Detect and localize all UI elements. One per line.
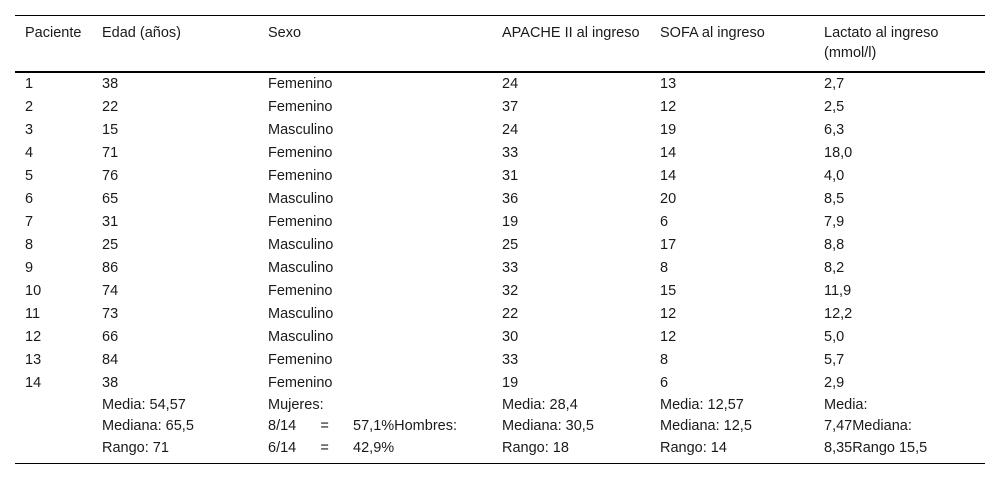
cell-sofa: 8: [660, 260, 669, 276]
table-row: [15, 234, 985, 257]
cell-lactato: 8,2: [824, 260, 845, 276]
table-row: [15, 119, 985, 142]
cell-paciente: 2: [25, 99, 34, 115]
summary-edad-rango: Rango: 71: [102, 439, 169, 456]
cell-sofa: 6: [660, 375, 669, 391]
cell-sexo: Femenino: [268, 76, 333, 92]
patient-table: [15, 15, 985, 464]
cell-sexo: Masculino: [268, 191, 334, 207]
cell-apache: 37: [502, 99, 519, 115]
patient-table-container: [15, 15, 985, 464]
table-row: [15, 257, 985, 280]
summary-apache-mediana: Mediana: 30,5: [502, 418, 594, 435]
cell-sofa: 20: [660, 191, 677, 207]
header-lactato: Lactato al ingreso (mmol/l): [824, 25, 939, 61]
table-row: [15, 188, 985, 211]
cell-lactato: 18,0: [824, 145, 853, 161]
cell-sexo: Masculino: [268, 306, 334, 322]
summary-sofa-media: Media: 12,57: [660, 397, 744, 413]
summary-edad: [92, 395, 258, 463]
cell-lactato: 4,0: [824, 168, 845, 184]
cell-lactato: 11,9: [824, 283, 852, 299]
cell-apache: 25: [502, 237, 519, 253]
cell-apache: 24: [502, 122, 519, 138]
cell-apache: 19: [502, 214, 519, 230]
cell-sexo: Femenino: [268, 168, 333, 184]
cell-apache: 30: [502, 329, 519, 345]
cell-edad: 76: [102, 168, 119, 184]
cell-sexo: Femenino: [268, 99, 333, 115]
cell-apache: 36: [502, 191, 519, 207]
cell-paciente: 13: [25, 352, 42, 368]
cell-lactato: 2,7: [824, 76, 845, 92]
summary-apache-rango: Rango: 18: [502, 439, 569, 456]
summary-sofa-rango: Rango: 14: [660, 439, 727, 456]
table-row: [15, 165, 985, 188]
summary-sexo-hombres-ratio: 6/14 = 42,9%: [268, 439, 395, 456]
cell-edad: 71: [102, 145, 119, 161]
cell-edad: 38: [102, 76, 119, 92]
table-row: [15, 72, 985, 96]
cell-edad: 38: [102, 375, 119, 391]
table-row: [15, 280, 985, 303]
cell-paciente: 1: [25, 76, 34, 92]
summary-lactato-3: 8,35Rango 15,5: [824, 439, 928, 456]
cell-sofa: 8: [660, 352, 669, 368]
cell-sofa: 12: [660, 306, 677, 322]
cell-sofa: 13: [660, 76, 677, 92]
cell-sofa: 17: [660, 237, 677, 253]
cell-paciente: 5: [25, 168, 34, 184]
summary-sexo-mujeres: Mujeres:: [268, 397, 324, 413]
summary-sofa-mediana: Mediana: 12,5: [660, 418, 752, 435]
summary-row: [15, 395, 985, 463]
header-sofa: SOFA al ingreso: [660, 25, 765, 41]
cell-sexo: Femenino: [268, 283, 333, 299]
cell-sofa: 12: [660, 329, 677, 345]
cell-apache: 32: [502, 283, 519, 299]
cell-lactato: 7,9: [824, 214, 845, 230]
cell-lactato: 5,7: [824, 352, 845, 368]
cell-sexo: Masculino: [268, 329, 334, 345]
table-row: [15, 142, 985, 165]
cell-sofa: 14: [660, 145, 677, 161]
cell-apache: 22: [502, 306, 519, 322]
header-apache: APACHE II al ingreso: [502, 25, 640, 41]
table-row: [15, 96, 985, 119]
header-paciente: Paciente: [25, 25, 82, 41]
table-row: [15, 326, 985, 349]
cell-paciente: 12: [25, 329, 42, 345]
cell-paciente: 11: [25, 306, 41, 322]
table-row: [15, 349, 985, 372]
cell-sexo: Masculino: [268, 122, 334, 138]
cell-sexo: Femenino: [268, 214, 333, 230]
table-row: [15, 303, 985, 326]
summary-lactato-1: Media:: [824, 397, 868, 413]
summary-apache: [492, 395, 650, 463]
summary-edad-media: Media: 54,57: [102, 397, 186, 413]
cell-lactato: 6,3: [824, 122, 845, 138]
cell-paciente: 14: [25, 375, 42, 391]
cell-sofa: 14: [660, 168, 677, 184]
cell-edad: 66: [102, 329, 119, 345]
cell-edad: 84: [102, 352, 119, 368]
cell-lactato: 2,5: [824, 99, 845, 115]
cell-edad: 25: [102, 237, 119, 253]
table-row: [15, 211, 985, 234]
cell-paciente: 9: [25, 260, 34, 276]
summary-sexo-mujeres-ratio: 8/14 = 57,1%Hombres:: [268, 418, 457, 435]
cell-paciente: 6: [25, 191, 34, 207]
summary-lactato-2: 7,47Mediana:: [824, 418, 912, 435]
cell-edad: 31: [102, 214, 119, 230]
cell-paciente: 10: [25, 283, 42, 299]
summary-edad-mediana: Mediana: 65,5: [102, 418, 194, 435]
cell-lactato: 8,8: [824, 237, 845, 253]
cell-sexo: Femenino: [268, 375, 333, 391]
cell-apache: 33: [502, 260, 519, 276]
cell-paciente: 4: [25, 145, 34, 161]
header-row: [15, 16, 985, 73]
cell-edad: 74: [102, 283, 119, 299]
cell-edad: 22: [102, 99, 119, 115]
cell-apache: 33: [502, 352, 519, 368]
cell-apache: 19: [502, 375, 519, 391]
cell-edad: 15: [102, 122, 119, 138]
cell-apache: 31: [502, 168, 519, 184]
header-sexo: Sexo: [268, 25, 302, 41]
cell-sofa: 19: [660, 122, 677, 138]
cell-sexo: Masculino: [268, 237, 334, 253]
summary-empty: [15, 395, 92, 463]
cell-sofa: 12: [660, 99, 677, 115]
cell-paciente: 7: [25, 214, 34, 230]
summary-lactato: [814, 395, 985, 463]
cell-edad: 73: [102, 306, 119, 322]
table-row: [15, 372, 985, 395]
header-edad: Edad (años): [102, 25, 181, 41]
summary-sexo: [258, 395, 492, 463]
cell-lactato: 8,5: [824, 191, 845, 207]
cell-lactato: 12,2: [824, 306, 853, 322]
cell-apache: 33: [502, 145, 519, 161]
cell-apache: 24: [502, 76, 519, 92]
cell-sexo: Femenino: [268, 145, 333, 161]
cell-paciente: 8: [25, 237, 34, 253]
summary-sofa: [650, 395, 814, 463]
summary-apache-media: Media: 28,4: [502, 397, 578, 413]
cell-sofa: 15: [660, 283, 677, 299]
cell-edad: 86: [102, 260, 119, 276]
cell-sexo: Masculino: [268, 260, 334, 276]
cell-sofa: 6: [660, 214, 669, 230]
cell-lactato: 5,0: [824, 329, 845, 345]
cell-paciente: 3: [25, 122, 34, 138]
cell-lactato: 2,9: [824, 375, 845, 391]
cell-sexo: Femenino: [268, 352, 333, 368]
cell-edad: 65: [102, 191, 119, 207]
